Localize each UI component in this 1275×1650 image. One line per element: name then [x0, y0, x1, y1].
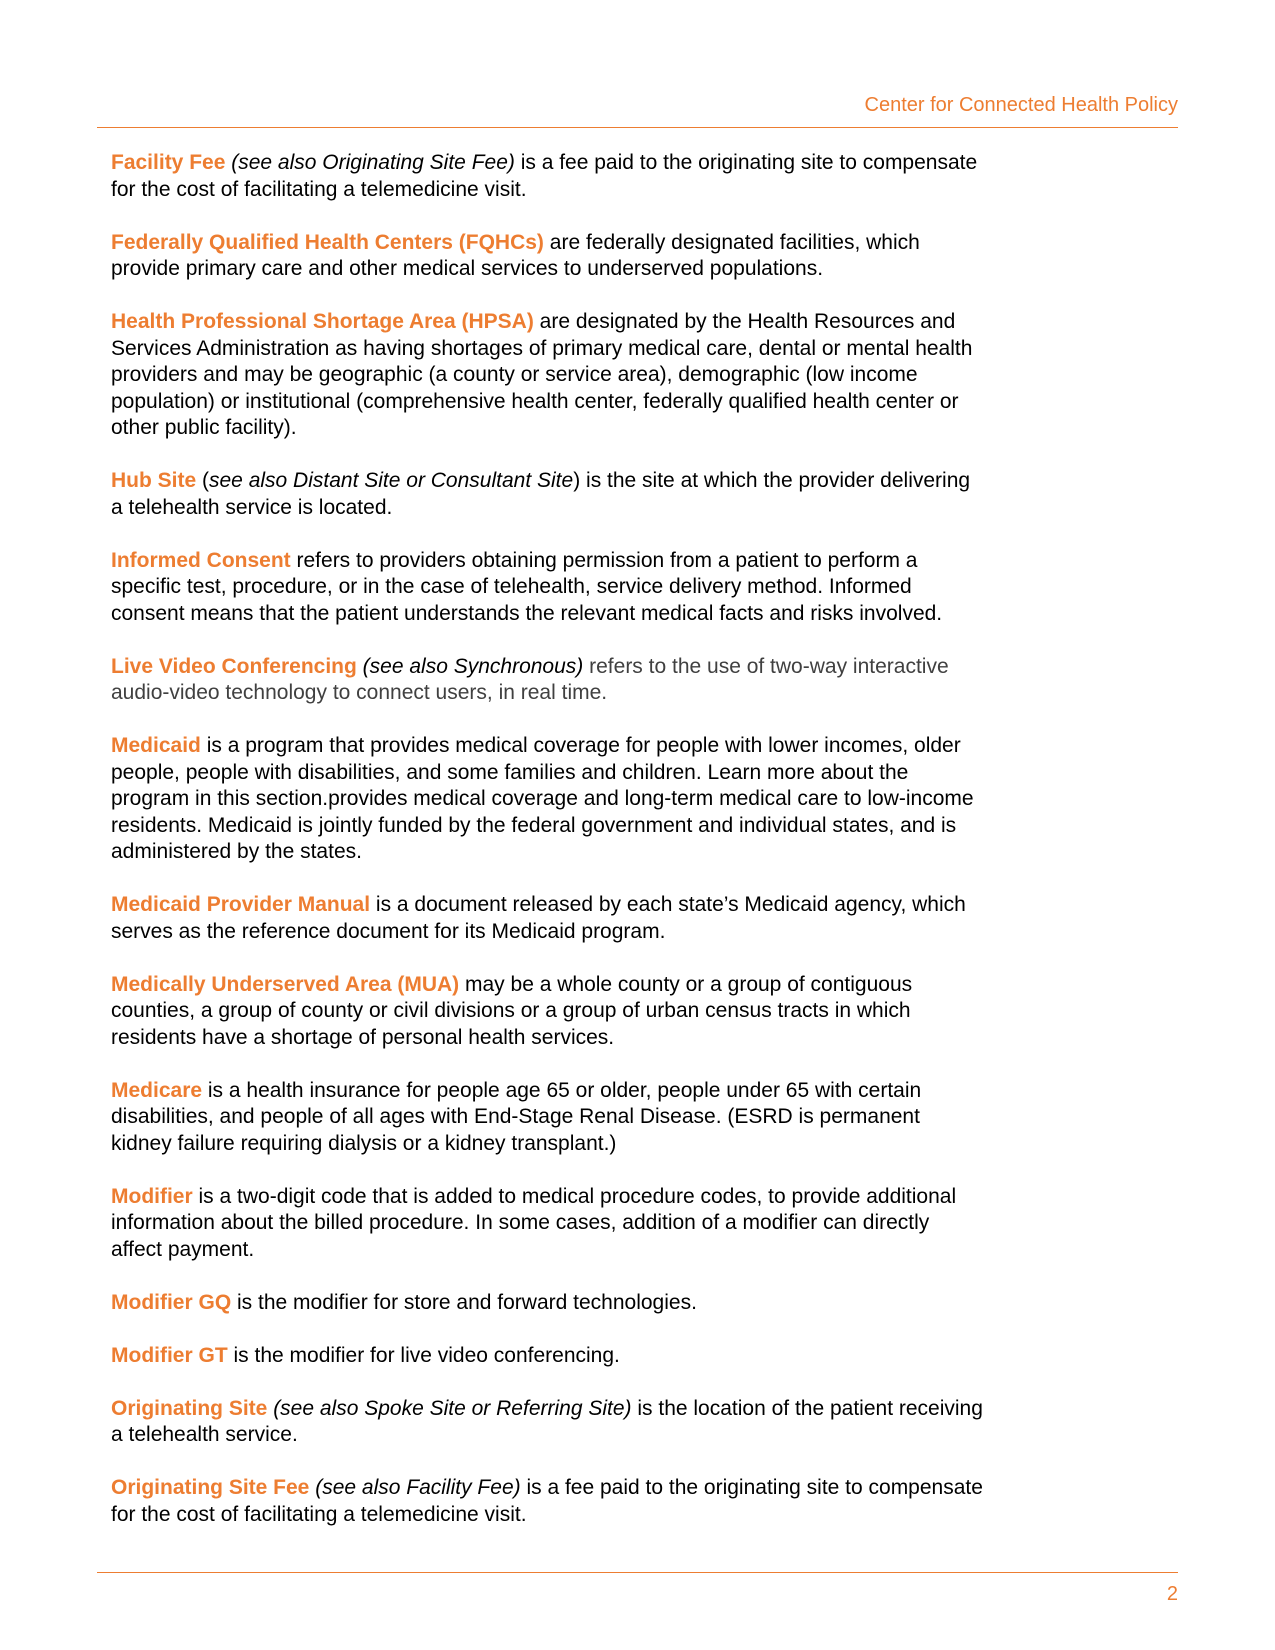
glossary-term: Medicaid Provider Manual — [111, 893, 371, 916]
footer-divider — [97, 1572, 1178, 1573]
glossary-term: Medicaid — [111, 734, 201, 757]
definition-text: disabilities, and people of all ages with End-Stage Renal Disease. (ESRD is permanent — [111, 1105, 920, 1128]
definition-text: ) is the site at which the provider delivering — [573, 469, 971, 492]
entry-line — [111, 919, 1111, 946]
definition-text: for the cost of facilitating a telemedicine visit. — [111, 1502, 527, 1526]
definition-text: specific test, procedure, or in the case of telehealth, service delivery method. Informed — [111, 575, 912, 598]
header-title: Center for Connected Health Policy — [864, 94, 1178, 116]
definition-text: other public facility). — [111, 416, 297, 439]
entry-line — [111, 548, 1111, 575]
see-also-reference: see also Distant Site or Consultant Site — [209, 469, 574, 492]
entry-line — [111, 601, 1111, 628]
glossary-term: Facility Fee — [111, 151, 226, 174]
definition-text: audio-video technology to connect users, in real time. — [111, 681, 608, 704]
entry-line — [111, 786, 1111, 813]
entry-line — [111, 309, 1111, 336]
entry-line — [111, 415, 1111, 442]
entry-line — [111, 733, 1111, 760]
glossary-term: Hub Site — [111, 469, 197, 492]
definition-text: refers to the use of two-way interactive — [583, 654, 949, 678]
glossary-entry — [111, 892, 1111, 945]
glossary-entry — [111, 1290, 1111, 1317]
entry-line — [111, 680, 1111, 707]
glossary-entry — [111, 1343, 1111, 1370]
entry-line — [111, 1422, 1111, 1449]
glossary-entry — [111, 1475, 1111, 1528]
definition-text: administered by the states. — [111, 840, 362, 863]
entry-line — [111, 998, 1111, 1025]
glossary-term: Federally Qualified Health Centers (FQHCs) — [111, 230, 544, 254]
entry-line — [111, 177, 1111, 204]
entry-line — [111, 336, 1111, 363]
entry-line — [111, 389, 1111, 416]
definition-text: affect payment. — [111, 1237, 255, 1261]
definition-text: a telehealth service is located. — [111, 495, 393, 519]
entry-line — [111, 1184, 1111, 1211]
definition-text: ( — [196, 469, 209, 492]
definition-text: a telehealth service. — [111, 1423, 298, 1446]
entry-line — [111, 495, 1111, 522]
entry-line — [111, 1396, 1111, 1423]
definition-text: is a health insurance for people age 65 or older, people under 65 with certain — [202, 1078, 922, 1102]
glossary-entries — [111, 150, 1111, 1555]
definition-text: is a fee paid to the originating site to compensate — [520, 1476, 983, 1499]
definition-text: providers and may be geographic (a county or service area), demographic (low income — [111, 363, 918, 386]
definition-text: residents. Medicaid is jointly funded by the federal government and individual states, and is — [111, 813, 957, 837]
glossary-term: Health Professional Shortage Area (HPSA) — [111, 310, 534, 333]
glossary-term: Modifier GT — [111, 1343, 228, 1367]
definition-text: is the modifier for store and forward technologies. — [231, 1290, 697, 1314]
entry-line — [111, 1343, 1111, 1370]
glossary-term: Modifier GQ — [111, 1290, 232, 1314]
glossary-entry — [111, 1184, 1111, 1264]
glossary-entry — [111, 972, 1111, 1052]
definition-text: program in this section.provides medical coverage and long-term medical care to low-income — [111, 787, 974, 810]
glossary-entry — [111, 309, 1111, 442]
definition-text: serves as the reference document for its Medicaid program. — [111, 919, 666, 943]
glossary-entry — [111, 468, 1111, 521]
definition-text: are designated by the Health Resources and — [533, 310, 956, 333]
definition-text: refers to providers obtaining permission from a patient to perform a — [290, 548, 918, 572]
definition-text: kidney failure requiring dialysis or a kidney transplant.) — [111, 1131, 617, 1155]
definition-text: are federally designated facilities, which — [543, 230, 920, 254]
glossary-entry — [111, 654, 1111, 707]
entry-line — [111, 574, 1111, 601]
glossary-entry — [111, 230, 1111, 283]
see-also-reference: (see also Facility Fee) — [315, 1476, 521, 1499]
entry-line — [111, 1210, 1111, 1237]
entry-line — [111, 150, 1111, 177]
definition-text: counties, a group of county or civil divisions or a group of urban census tracts in which — [111, 999, 911, 1022]
glossary-entry — [111, 1396, 1111, 1449]
glossary-term: Informed Consent — [111, 548, 291, 572]
definition-text: information about the billed procedure. In some cases, addition of a modifier can directly — [111, 1211, 930, 1234]
entry-line — [111, 1078, 1111, 1105]
entry-line — [111, 839, 1111, 866]
glossary-entry — [111, 548, 1111, 628]
glossary-entry — [111, 733, 1111, 866]
definition-text: is the modifier for live video conferencing. — [227, 1343, 620, 1367]
entry-line — [111, 256, 1111, 283]
entry-line — [111, 1475, 1111, 1502]
glossary-term: Originating Site Fee — [111, 1476, 310, 1499]
glossary-term: Medically Underserved Area (MUA) — [111, 972, 460, 996]
glossary-entry — [111, 150, 1111, 203]
page-number: 2 — [1166, 1583, 1178, 1605]
entry-line — [111, 1502, 1111, 1529]
entry-line — [111, 972, 1111, 999]
entry-line — [111, 230, 1111, 257]
entry-line — [111, 813, 1111, 840]
entry-line — [111, 892, 1111, 919]
definition-text: provide primary care and other medical services to underserved populations. — [111, 257, 824, 280]
header-divider — [97, 127, 1178, 128]
glossary-term: Medicare — [111, 1078, 203, 1102]
glossary-term: Modifier — [111, 1184, 193, 1208]
definition-text: is the location of the patient receiving — [631, 1396, 983, 1420]
see-also-reference: (see also Spoke Site or Referring Site) — [273, 1396, 632, 1420]
entry-line — [111, 468, 1111, 495]
glossary-entry — [111, 1078, 1111, 1158]
definition-text: consent means that the patient understands the relevant medical facts and risks involved. — [111, 601, 943, 625]
glossary-term: Originating Site — [111, 1396, 268, 1420]
see-also-reference: (see also Originating Site Fee) — [231, 151, 515, 174]
glossary-term: Live Video Conferencing — [111, 654, 357, 678]
definition-text: population) or institutional (comprehensive health center, federally qualified health center or — [111, 389, 959, 413]
see-also-reference: (see also Synchronous) — [362, 654, 584, 678]
definition-text: is a two-digit code that is added to medical procedure codes, to provide additional — [192, 1184, 957, 1208]
definition-text: is a program that provides medical coverage for people with lower incomes, older — [200, 734, 961, 757]
definition-text: may be a whole county or a group of contiguous — [459, 972, 913, 996]
entry-line — [111, 1131, 1111, 1158]
definition-text: is a document released by each state’s Medicaid agency, which — [370, 893, 966, 916]
entry-line — [111, 1290, 1111, 1317]
entry-line — [111, 1237, 1111, 1264]
definition-text: people, people with disabilities, and some families and children. Learn more about the — [111, 760, 909, 784]
entry-line — [111, 362, 1111, 389]
definition-text: for the cost of facilitating a telemedicine visit. — [111, 177, 527, 201]
entry-line — [111, 654, 1111, 681]
definition-text: Services Administration as having shortages of primary medical care, dental or mental health — [111, 336, 973, 360]
definition-text: residents have a shortage of personal health services. — [111, 1025, 615, 1049]
definition-text: is a fee paid to the originating site to compensate — [514, 151, 978, 174]
entry-line — [111, 760, 1111, 787]
entry-line — [111, 1025, 1111, 1052]
entry-line — [111, 1104, 1111, 1131]
